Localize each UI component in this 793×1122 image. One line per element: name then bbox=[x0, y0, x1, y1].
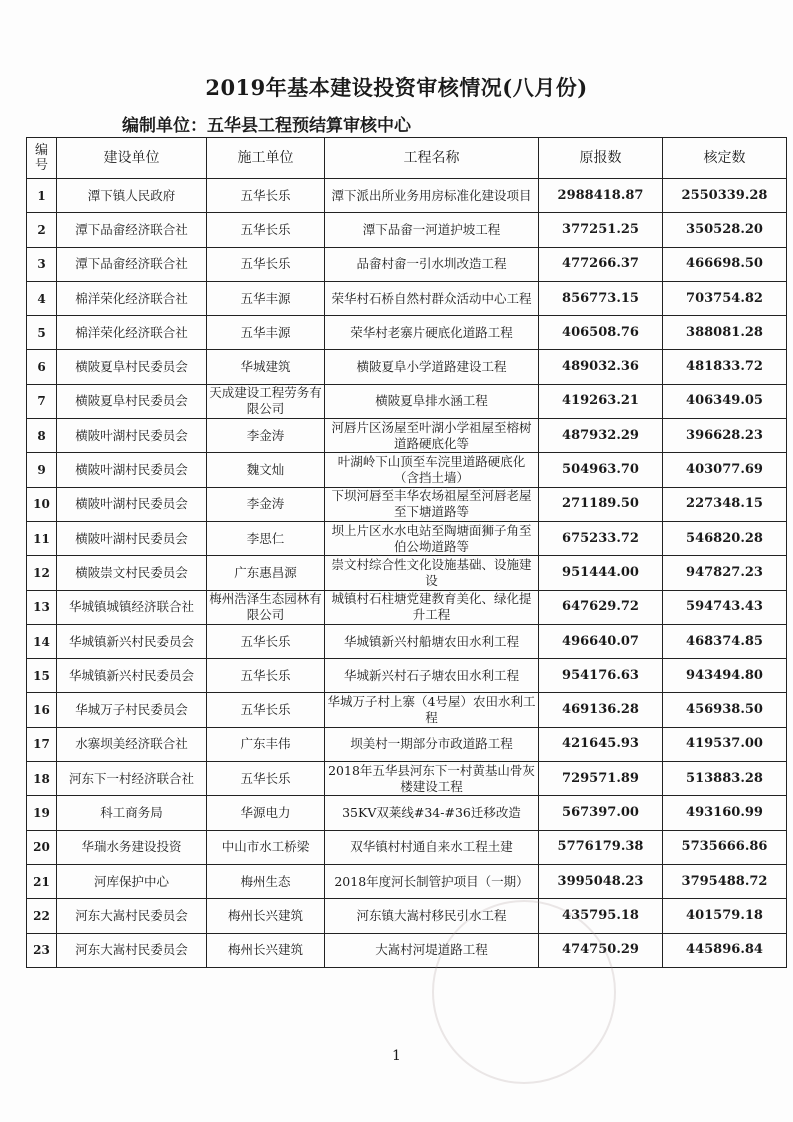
cell-contractor: 魏文灿 bbox=[207, 453, 325, 487]
cell-no: 22 bbox=[27, 899, 57, 933]
cell-builder: 潭下镇人民政府 bbox=[57, 179, 207, 213]
cell-approved: 546820.28 bbox=[663, 521, 787, 555]
cell-approved: 445896.84 bbox=[663, 933, 787, 967]
cell-no: 3 bbox=[27, 247, 57, 281]
cell-no: 10 bbox=[27, 487, 57, 521]
cell-contractor: 广东丰伟 bbox=[207, 727, 325, 761]
cell-approved: 703754.82 bbox=[663, 281, 787, 315]
table-row bbox=[27, 247, 787, 281]
cell-contractor: 梅州生态 bbox=[207, 864, 325, 898]
cell-builder: 棉洋荣化经济联合社 bbox=[57, 281, 207, 315]
cell-original: 729571.89 bbox=[539, 762, 663, 796]
cell-contractor: 五华长乐 bbox=[207, 213, 325, 247]
cell-approved: 456938.50 bbox=[663, 693, 787, 727]
cell-project: 华城镇新兴村船塘农田水利工程 bbox=[325, 624, 539, 658]
cell-no: 23 bbox=[27, 933, 57, 967]
cell-original: 496640.07 bbox=[539, 624, 663, 658]
cell-approved: 401579.18 bbox=[663, 899, 787, 933]
cell-builder: 潭下品畲经济联合社 bbox=[57, 247, 207, 281]
cell-original: 421645.93 bbox=[539, 727, 663, 761]
cell-contractor: 华源电力 bbox=[207, 796, 325, 830]
cell-no: 6 bbox=[27, 350, 57, 384]
cell-contractor: 五华长乐 bbox=[207, 247, 325, 281]
table-body bbox=[27, 179, 787, 968]
cell-project: 坝上片区水水电站至陶塘面狮子角至伯公坳道路等 bbox=[325, 521, 539, 555]
cell-contractor: 广东惠昌源 bbox=[207, 556, 325, 590]
cell-project: 荣华村老寨片硬底化道路工程 bbox=[325, 316, 539, 350]
table-row bbox=[27, 590, 787, 624]
cell-approved: 5735666.86 bbox=[663, 830, 787, 864]
cell-contractor: 梅州长兴建筑 bbox=[207, 933, 325, 967]
cell-project: 35KV双莱线#34-#36迁移改造 bbox=[325, 796, 539, 830]
table-row bbox=[27, 453, 787, 487]
table-row bbox=[27, 727, 787, 761]
cell-project: 横陂夏阜小学道路建设工程 bbox=[325, 350, 539, 384]
table-row bbox=[27, 316, 787, 350]
cell-contractor: 梅州长兴建筑 bbox=[207, 899, 325, 933]
table-row bbox=[27, 830, 787, 864]
cell-original: 477266.37 bbox=[539, 247, 663, 281]
cell-project: 坝美村一期部分市政道路工程 bbox=[325, 727, 539, 761]
cell-original: 469136.28 bbox=[539, 693, 663, 727]
cell-project: 大嵩村河堤道路工程 bbox=[325, 933, 539, 967]
cell-original: 5776179.38 bbox=[539, 830, 663, 864]
cell-contractor: 五华长乐 bbox=[207, 179, 325, 213]
cell-project: 横陂夏阜排水涵工程 bbox=[325, 384, 539, 418]
cell-project: 2018年五华县河东下一村黄基山骨灰楼建设工程 bbox=[325, 762, 539, 796]
cell-approved: 466698.50 bbox=[663, 247, 787, 281]
cell-approved: 388081.28 bbox=[663, 316, 787, 350]
table-row bbox=[27, 556, 787, 590]
header-approved: 核定数 bbox=[663, 138, 787, 179]
cell-project: 潭下品畲一河道护坡工程 bbox=[325, 213, 539, 247]
cell-approved: 419537.00 bbox=[663, 727, 787, 761]
cell-contractor: 李金涛 bbox=[207, 419, 325, 453]
cell-builder: 横陂夏阜村民委员会 bbox=[57, 350, 207, 384]
cell-no: 21 bbox=[27, 864, 57, 898]
cell-original: 419263.21 bbox=[539, 384, 663, 418]
cell-approved: 943494.80 bbox=[663, 659, 787, 693]
cell-no: 12 bbox=[27, 556, 57, 590]
cell-approved: 403077.69 bbox=[663, 453, 787, 487]
cell-approved: 513883.28 bbox=[663, 762, 787, 796]
cell-builder: 华城镇城镇经济联合社 bbox=[57, 590, 207, 624]
cell-builder: 华城镇新兴村民委员会 bbox=[57, 624, 207, 658]
cell-original: 954176.63 bbox=[539, 659, 663, 693]
cell-original: 504963.70 bbox=[539, 453, 663, 487]
cell-original: 487932.29 bbox=[539, 419, 663, 453]
cell-builder: 华城万子村民委员会 bbox=[57, 693, 207, 727]
table-row bbox=[27, 521, 787, 555]
page-title: 2019年基本建设投资审核情况(八月份) bbox=[205, 75, 588, 100]
cell-no: 2 bbox=[27, 213, 57, 247]
cell-contractor: 五华长乐 bbox=[207, 762, 325, 796]
cell-project: 城镇村石柱塘党建教育美化、绿化提升工程 bbox=[325, 590, 539, 624]
table-row bbox=[27, 693, 787, 727]
cell-builder: 横陂叶湖村民委员会 bbox=[57, 419, 207, 453]
cell-approved: 493160.99 bbox=[663, 796, 787, 830]
cell-approved: 3795488.72 bbox=[663, 864, 787, 898]
table-row bbox=[27, 487, 787, 521]
cell-approved: 396628.23 bbox=[663, 419, 787, 453]
table-row bbox=[27, 179, 787, 213]
cell-approved: 947827.23 bbox=[663, 556, 787, 590]
header-original: 原报数 bbox=[539, 138, 663, 179]
header-builder: 建设单位 bbox=[57, 138, 207, 179]
cell-no: 17 bbox=[27, 727, 57, 761]
table-header-row bbox=[27, 138, 787, 179]
table-row bbox=[27, 762, 787, 796]
cell-project: 2018年度河长制管护项目（一期） bbox=[325, 864, 539, 898]
cell-no: 11 bbox=[27, 521, 57, 555]
cell-original: 377251.25 bbox=[539, 213, 663, 247]
cell-original: 951444.00 bbox=[539, 556, 663, 590]
cell-original: 271189.50 bbox=[539, 487, 663, 521]
cell-approved: 2550339.28 bbox=[663, 179, 787, 213]
table-row bbox=[27, 419, 787, 453]
cell-contractor: 五华丰源 bbox=[207, 281, 325, 315]
cell-builder: 横陂叶湖村民委员会 bbox=[57, 453, 207, 487]
cell-contractor: 五华长乐 bbox=[207, 693, 325, 727]
table-row bbox=[27, 384, 787, 418]
cell-project: 潭下派出所业务用房标准化建设项目 bbox=[325, 179, 539, 213]
cell-approved: 481833.72 bbox=[663, 350, 787, 384]
compiling-unit: 编制单位：五华县工程预结算审核中心 bbox=[122, 116, 411, 136]
cell-project: 叶湖岭下山顶至车浣里道路硬底化（含挡土墙） bbox=[325, 453, 539, 487]
header-no: 编号 bbox=[27, 138, 57, 179]
table-row bbox=[27, 796, 787, 830]
cell-builder: 横陂叶湖村民委员会 bbox=[57, 521, 207, 555]
cell-builder: 潭下品畲经济联合社 bbox=[57, 213, 207, 247]
cell-project: 河东镇大嵩村移民引水工程 bbox=[325, 899, 539, 933]
cell-original: 675233.72 bbox=[539, 521, 663, 555]
cell-builder: 水寨坝美经济联合社 bbox=[57, 727, 207, 761]
cell-no: 19 bbox=[27, 796, 57, 830]
cell-project: 华城新兴村石子塘农田水利工程 bbox=[325, 659, 539, 693]
cell-original: 474750.29 bbox=[539, 933, 663, 967]
cell-original: 3995048.23 bbox=[539, 864, 663, 898]
cell-no: 16 bbox=[27, 693, 57, 727]
table-row bbox=[27, 213, 787, 247]
cell-contractor: 李金涛 bbox=[207, 487, 325, 521]
table-row bbox=[27, 933, 787, 967]
cell-contractor: 中山市水工桥梁 bbox=[207, 830, 325, 864]
cell-contractor: 李思仁 bbox=[207, 521, 325, 555]
cell-contractor: 华城建筑 bbox=[207, 350, 325, 384]
cell-project: 品畲村畲一引水圳改造工程 bbox=[325, 247, 539, 281]
cell-project: 双华镇村村通自来水工程土建 bbox=[325, 830, 539, 864]
cell-project: 华城万子村上寨（4号屋）农田水利工程 bbox=[325, 693, 539, 727]
table-row bbox=[27, 899, 787, 933]
cell-no: 5 bbox=[27, 316, 57, 350]
cell-builder: 河东大嵩村民委员会 bbox=[57, 933, 207, 967]
cell-contractor: 五华长乐 bbox=[207, 624, 325, 658]
table-row bbox=[27, 624, 787, 658]
cell-builder: 华瑞水务建设投资 bbox=[57, 830, 207, 864]
cell-builder: 横陂叶湖村民委员会 bbox=[57, 487, 207, 521]
cell-no: 20 bbox=[27, 830, 57, 864]
cell-no: 13 bbox=[27, 590, 57, 624]
cell-approved: 350528.20 bbox=[663, 213, 787, 247]
cell-no: 18 bbox=[27, 762, 57, 796]
table-row bbox=[27, 281, 787, 315]
cell-builder: 华城镇新兴村民委员会 bbox=[57, 659, 207, 693]
cell-builder: 河库保护中心 bbox=[57, 864, 207, 898]
cell-builder: 科工商务局 bbox=[57, 796, 207, 830]
cell-project: 河唇片区汤屋至叶湖小学祖屋至榕树道路硬底化等 bbox=[325, 419, 539, 453]
cell-contractor: 梅州浩泽生态园林有限公司 bbox=[207, 590, 325, 624]
audit-table bbox=[26, 137, 787, 968]
cell-no: 4 bbox=[27, 281, 57, 315]
cell-original: 567397.00 bbox=[539, 796, 663, 830]
table-row bbox=[27, 350, 787, 384]
cell-original: 489032.36 bbox=[539, 350, 663, 384]
cell-builder: 河东下一村经济联合社 bbox=[57, 762, 207, 796]
cell-approved: 227348.15 bbox=[663, 487, 787, 521]
cell-contractor: 五华丰源 bbox=[207, 316, 325, 350]
cell-approved: 594743.43 bbox=[663, 590, 787, 624]
cell-no: 9 bbox=[27, 453, 57, 487]
cell-approved: 468374.85 bbox=[663, 624, 787, 658]
cell-original: 856773.15 bbox=[539, 281, 663, 315]
cell-project: 下坝河唇至丰华农场祖屋至河唇老屋至下塘道路等 bbox=[325, 487, 539, 521]
cell-builder: 横陂崇文村民委员会 bbox=[57, 556, 207, 590]
cell-original: 647629.72 bbox=[539, 590, 663, 624]
cell-builder: 横陂夏阜村民委员会 bbox=[57, 384, 207, 418]
cell-no: 8 bbox=[27, 419, 57, 453]
cell-original: 2988418.87 bbox=[539, 179, 663, 213]
page-number: 1 bbox=[392, 1048, 401, 1064]
cell-no: 15 bbox=[27, 659, 57, 693]
cell-original: 435795.18 bbox=[539, 899, 663, 933]
cell-contractor: 五华长乐 bbox=[207, 659, 325, 693]
table-row bbox=[27, 864, 787, 898]
header-contractor: 施工单位 bbox=[207, 138, 325, 179]
cell-project: 荣华村石桥自然村群众活动中心工程 bbox=[325, 281, 539, 315]
cell-no: 1 bbox=[27, 179, 57, 213]
header-project: 工程名称 bbox=[325, 138, 539, 179]
cell-project: 崇文村综合性文化设施基础、设施建设 bbox=[325, 556, 539, 590]
cell-contractor: 天成建设工程劳务有限公司 bbox=[207, 384, 325, 418]
cell-builder: 棉洋荣化经济联合社 bbox=[57, 316, 207, 350]
table-row bbox=[27, 659, 787, 693]
cell-original: 406508.76 bbox=[539, 316, 663, 350]
cell-approved: 406349.05 bbox=[663, 384, 787, 418]
cell-builder: 河东大嵩村民委员会 bbox=[57, 899, 207, 933]
cell-no: 7 bbox=[27, 384, 57, 418]
cell-no: 14 bbox=[27, 624, 57, 658]
